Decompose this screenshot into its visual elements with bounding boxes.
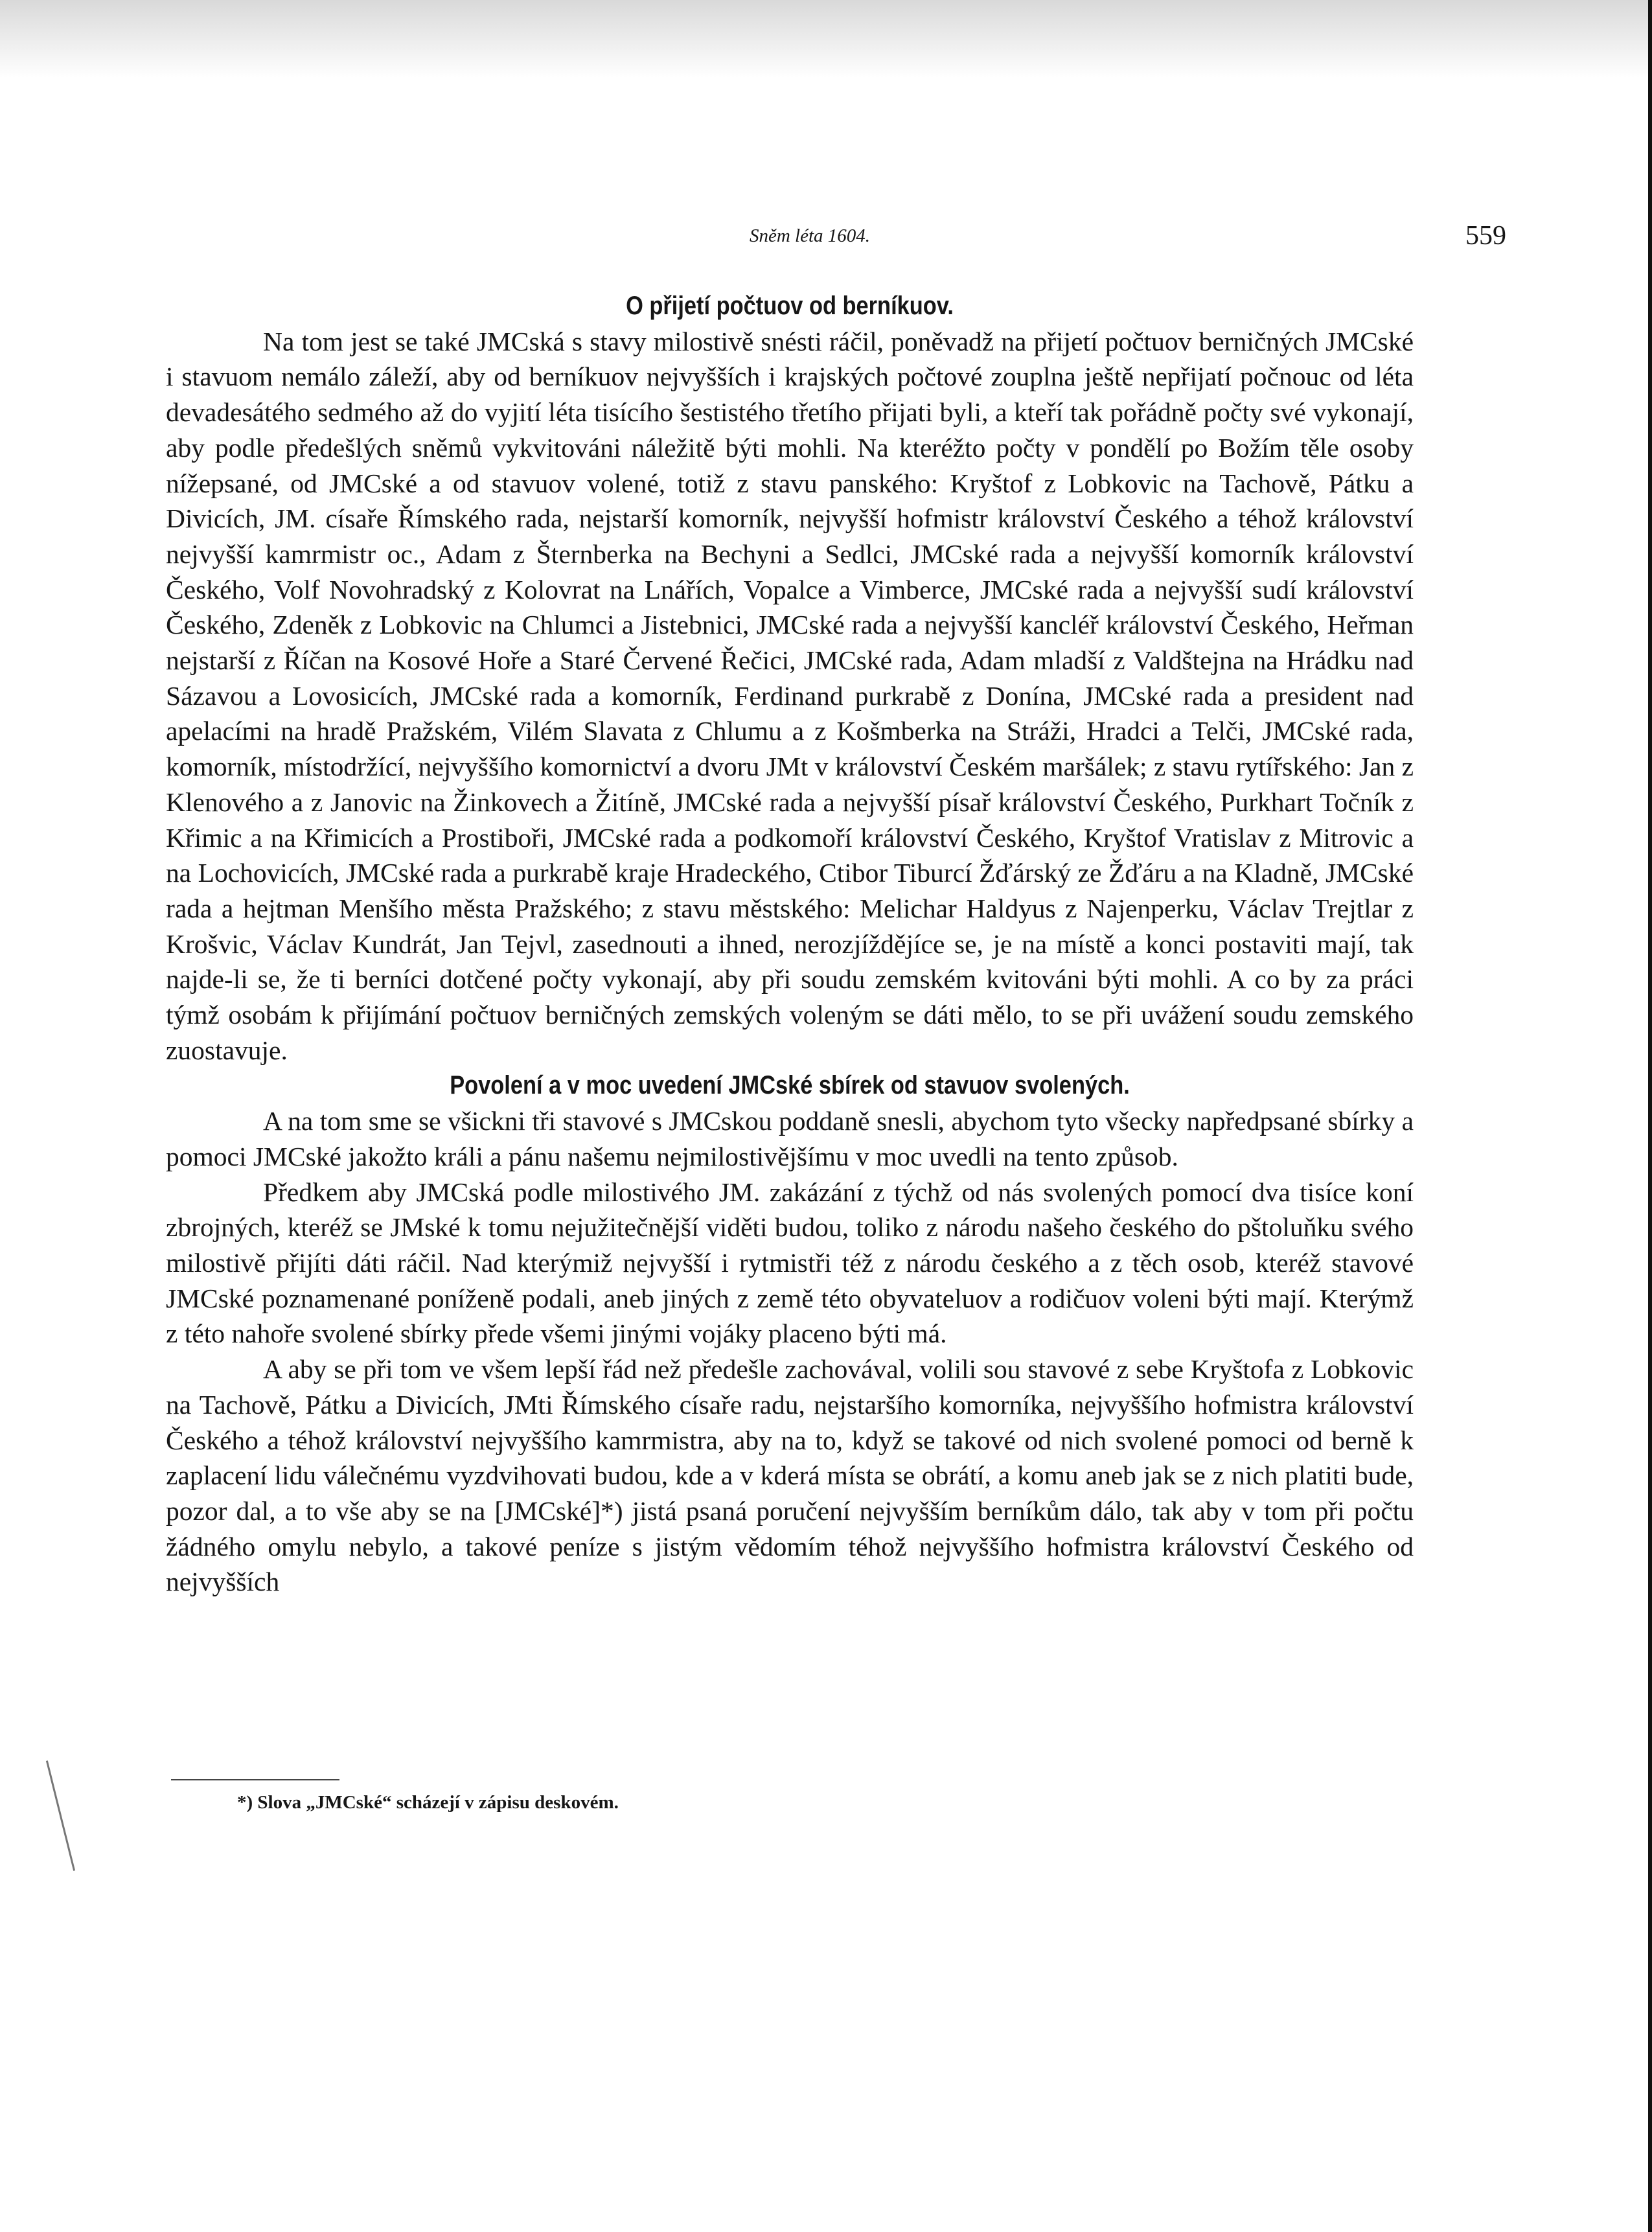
paragraph-levies-cavalry: Předkem aby JMCská podle milostivého JM. zakázání z týchž od nás svolených pomocí dva tisíce koní zbrojných, kteréž se JMské k tomu nejužitečnější viděti budou, toliko z národu našeho českého do pštoluňku svého milostivě přijíti dáti ráčil. Nad kterýmiž nejvyšší i rytmistři též z národu českého a z těch osob, kteréž stavové JMCské poznamenané poníženě podali, aneb jiných z země této obyvateluov a rodičuov voleni býti mají. Kterýmž z této nahoře svolené sbírky přede všemi jinými vojáky placeno býti má.: [166, 1177, 1414, 1349]
scan-border: [1648, 0, 1652, 2232]
running-title: Sněm léta 1604.: [749, 225, 871, 246]
paragraph-levies-administration: A aby se při tom ve všem lepší řád než předešle zachovával, volili sou stavové z sebe Kryštofa z Lobkovic na Tachově, Pátku a Divicích, JMti Římského císaře radu, nejstaršího komorníka, nejvyššího hofmistra království Českého a téhož království nejvyššího kamrmistra, aby na to, když se takové od nich svolené pomoci od berně k zaplacení lidu válečnému vyzdvihovati budou, kde a v kderá místa se obrátí, a komu aneb jak se z nich platiti bude, pozor dal, a to vše aby se na [JMCské]*) jistá psaná poručení nejvyšším berníkům dálo, tak aby v tom při počtu žádného omylu nebylo, a takové peníze s jistým vědomím téhož nejvyššího hofmistra království Českého od nejvyšších: [166, 1354, 1414, 1597]
footnote-divider: [171, 1779, 339, 1780]
page-number: 559: [1465, 221, 1506, 251]
section-heading-receipt-of-accounts: O přijetí počtuov od berníkuov.: [626, 292, 954, 320]
footnote-area: [166, 1779, 1414, 1813]
main-text: [166, 288, 1414, 1600]
paragraph-levies-intro: A na tom sme se všickni tři stavové s JMCskou poddaně snesli, abychom tyto všecky napředpsané sbírky a pomoci JMCské jakožto králi a pánu našemu nejmilostivějšímu v moc uvedli na tento způsob.: [166, 1106, 1414, 1171]
page-header: [162, 221, 1506, 264]
paragraph-receipt-of-accounts: Na tom jest se také JMCská s stavy milostivě snésti ráčil, poněvadž na přijetí počtuov berničných JMCské i stavuom nemálo záleží, aby od berníkuov nejvyšších i krajských počtové zouplna ještě nepřijatí počnouc od léta devadesátého sedmého až do vyjití léta tisícího šestistého třetího přijati byli, a kteří tak pořádně počty své vykonají, aby podle předešlých sněmů vykvitováni náležitě býti mohli. Na kteréžto počty v pondělí po Božím těle osoby nížepsané, od JMCské a od stavuov volené, totiž z stavu panského: Kryštof z Lobkovic na Tachově, Pátku a Divicích, JM. císaře Římského rada, nejstarší komorník, nejvyšší hofmistr království Českého a téhož království nejvyšší kamrmistr oc., Adam z Šternberka na Bechyni a Sedlci, JMCské rada a nejvyšší komorník království Českého, Volf Novohradský z Kolovrat na Lnářích, Vopalce a Vimberce, JMCské rada a nejvyšší sudí království Českého, Zdeněk z Lobkovic na Chlumci a Jistebnici, JMCské rada a nejvyšší kancléř království Českého, Heřman nejstarší z Říčan na Kosové Hoře a Staré Červené Řečici, JMCské rada, Adam mladší z Valdštejna na Hrádku nad Sázavou a Lovosicích, JMCské rada a komorník, Ferdinand purkrabě z Donína, JMCské rada a president nad apelacími na hradě Pražském, Vilém Slavata z Chlumu a z Košmberka na Stráži, Hradci a Telči, JMCské rada, komorník, místodržící, nejvyššího komornictví a dvoru JMt v království Českém maršálek; z stavu rytířského: Jan z Klenového a z Janovic na Žinkovech a Žitíně, JMCské rada a nejvyšší písař království Českého, Purkhart Točník z Křimic a na Křimicích a Prostiboři, JMCské rada a podkomoří království Českého, Kryštof Vratislav z Mitrovic a na Lochovicích, JMCské rada a purkrabě kraje Hradeckého, Ctibor Tiburcí Žďárský ze Žďáru a na Kladně, JMCské rada a hejtman Menšího města Pražského; z stavu městského: Melichar Haldyus z Najenperku, Václav Trejtlar z Krošvic, Václav Kundrát, Jan Tejvl, zasednouti a ihned, nerozjíždějíce se, je na místě a konci postaviti mají, tak najde-li se, že ti berníci dotčené počty vykonají, aby při soudu zemském kvitováni býti mohli. A co by za práci týmž osobám k přijímání počtuov berničných zemských voleným se dáti mělo, to se při uvážení soudu zemského zuostavuje.: [166, 326, 1414, 1065]
section-heading-levies: Povolení a v moc uvedení JMCské sbírek od stavuov svolených.: [450, 1071, 1130, 1100]
scan-mark: [46, 1760, 75, 1871]
footnote: *) Slova „JMCské“ scházejí v zápisu deskovém.: [237, 1792, 619, 1813]
